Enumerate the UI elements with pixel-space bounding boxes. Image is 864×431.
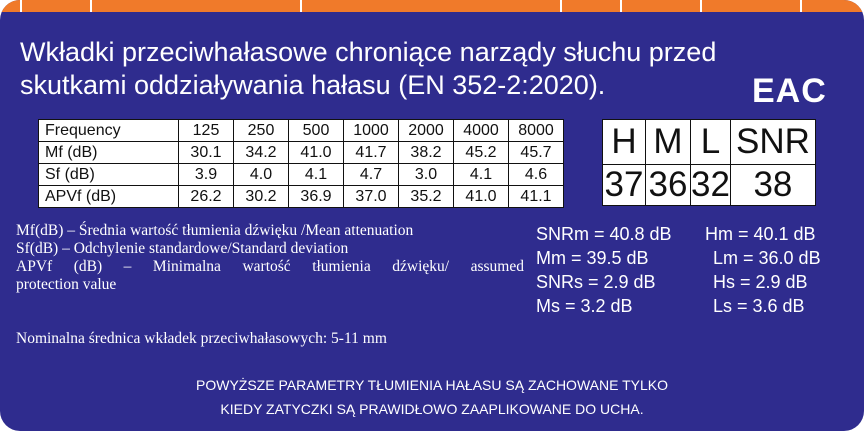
row-label: Mf (dB) <box>39 142 179 164</box>
value-cell: 26.2 <box>179 186 234 208</box>
value-cell: 41.0 <box>454 186 509 208</box>
band-tick <box>620 0 622 12</box>
value-cell: 3.0 <box>399 164 454 186</box>
legend <box>16 222 524 294</box>
frequency-cell: 500 <box>289 120 344 142</box>
legend-apvf-cont: protection value <box>16 276 117 293</box>
value-cell: 34.2 <box>234 142 289 164</box>
h-value: 37 <box>603 165 646 206</box>
table-header-row <box>39 120 564 142</box>
frequency-cell: 8000 <box>509 120 564 142</box>
hml-header-row <box>603 120 816 165</box>
stat-hs: Hs = 2.9 dB <box>713 272 808 292</box>
stat-snrm: SNRm = 40.8 dB <box>536 224 672 244</box>
stat-ls: Ls = 3.6 dB <box>713 296 805 316</box>
stat-ms: Ms = 3.2 dB <box>536 296 633 316</box>
h-header: H <box>603 120 646 165</box>
label-title <box>20 36 820 102</box>
value-cell: 3.9 <box>179 164 234 186</box>
table-row <box>39 186 564 208</box>
value-cell: 4.1 <box>454 164 509 186</box>
frequency-cell: 250 <box>234 120 289 142</box>
legend-mf: Mf(dB) – Średnia wartość tłumienia dźwięku /Mean attenuation <box>16 222 414 239</box>
top-orange-band <box>0 0 864 12</box>
band-tick <box>800 0 802 12</box>
value-cell: 41.0 <box>289 142 344 164</box>
value-cell: 35.2 <box>399 186 454 208</box>
eac-mark: EAC <box>752 72 827 110</box>
legend-sf: Sf(dB) – Odchylenie standardowe/Standard deviation <box>16 240 349 257</box>
table-row <box>39 164 564 186</box>
legend-apvf: APVf (dB) – Minimalna wartość tłumienia dźwięku/ assumed <box>16 258 524 275</box>
stat-snrs: SNRs = 2.9 dB <box>536 272 656 292</box>
usage-notice <box>0 373 864 421</box>
value-cell: 41.1 <box>509 186 564 208</box>
value-cell: 36.9 <box>289 186 344 208</box>
hml-snr-table <box>602 119 816 206</box>
l-value: 32 <box>691 165 730 204</box>
stats-mean-column <box>536 222 672 318</box>
frequency-cell: 1000 <box>344 120 399 142</box>
table-row <box>39 142 564 164</box>
value-cell: 38.2 <box>399 142 454 164</box>
value-cell: 4.1 <box>289 164 344 186</box>
value-cell: 4.6 <box>509 164 564 186</box>
hml-value-row <box>603 165 816 206</box>
value-cell: 30.1 <box>179 142 234 164</box>
stat-hm: Hm = 40.1 dB <box>705 224 816 244</box>
notice-line-1: POWYŻSZE PARAMETRY TŁUMIENIA HAŁASU SĄ ZACHOWANE TYLKO <box>196 377 668 393</box>
l-header: L <box>691 120 731 165</box>
value-cell: 41.7 <box>344 142 399 164</box>
band-tick <box>700 0 702 12</box>
stats-band-column <box>705 222 821 318</box>
frequency-cell: 4000 <box>454 120 509 142</box>
value-cell: 4.0 <box>234 164 289 186</box>
frequency-cell: 2000 <box>399 120 454 142</box>
nominal-diameter: Nominalna średnica wkładek przeciwhałasowych: 5-11 mm <box>16 330 387 347</box>
row-label: Sf (dB) <box>39 164 179 186</box>
band-tick <box>560 0 562 12</box>
value-cell: 45.2 <box>454 142 509 164</box>
notice-line-2: KIEDY ZATYCZKI SĄ PRAWIDŁOWO ZAAPLIKOWANE DO UCHA. <box>220 401 644 417</box>
m-value: 36 <box>646 165 691 206</box>
band-tick <box>90 0 92 12</box>
attenuation-table <box>38 119 564 208</box>
value-cell: 4.7 <box>344 164 399 186</box>
title-line-1: Wkładki przeciwhałasowe chroniące narządy słuchu przed <box>20 37 717 67</box>
title-line-2: skutkami oddziaływania hałasu (EN 352-2:2020). <box>20 70 606 100</box>
m-header: M <box>646 120 691 165</box>
stat-mm: Mm = 39.5 dB <box>536 248 649 268</box>
frequency-cell: 125 <box>179 120 234 142</box>
stat-lm: Lm = 36.0 dB <box>713 248 821 268</box>
snr-value: 38 <box>730 165 815 206</box>
row-label: APVf (dB) <box>39 186 179 208</box>
value-cell: 45.7 <box>509 142 564 164</box>
value-cell: 30.2 <box>234 186 289 208</box>
band-tick <box>20 0 22 12</box>
row-label: Frequency <box>39 120 179 142</box>
value-cell: 37.0 <box>344 186 399 208</box>
snr-header: SNR <box>730 120 815 165</box>
band-tick <box>300 0 302 12</box>
